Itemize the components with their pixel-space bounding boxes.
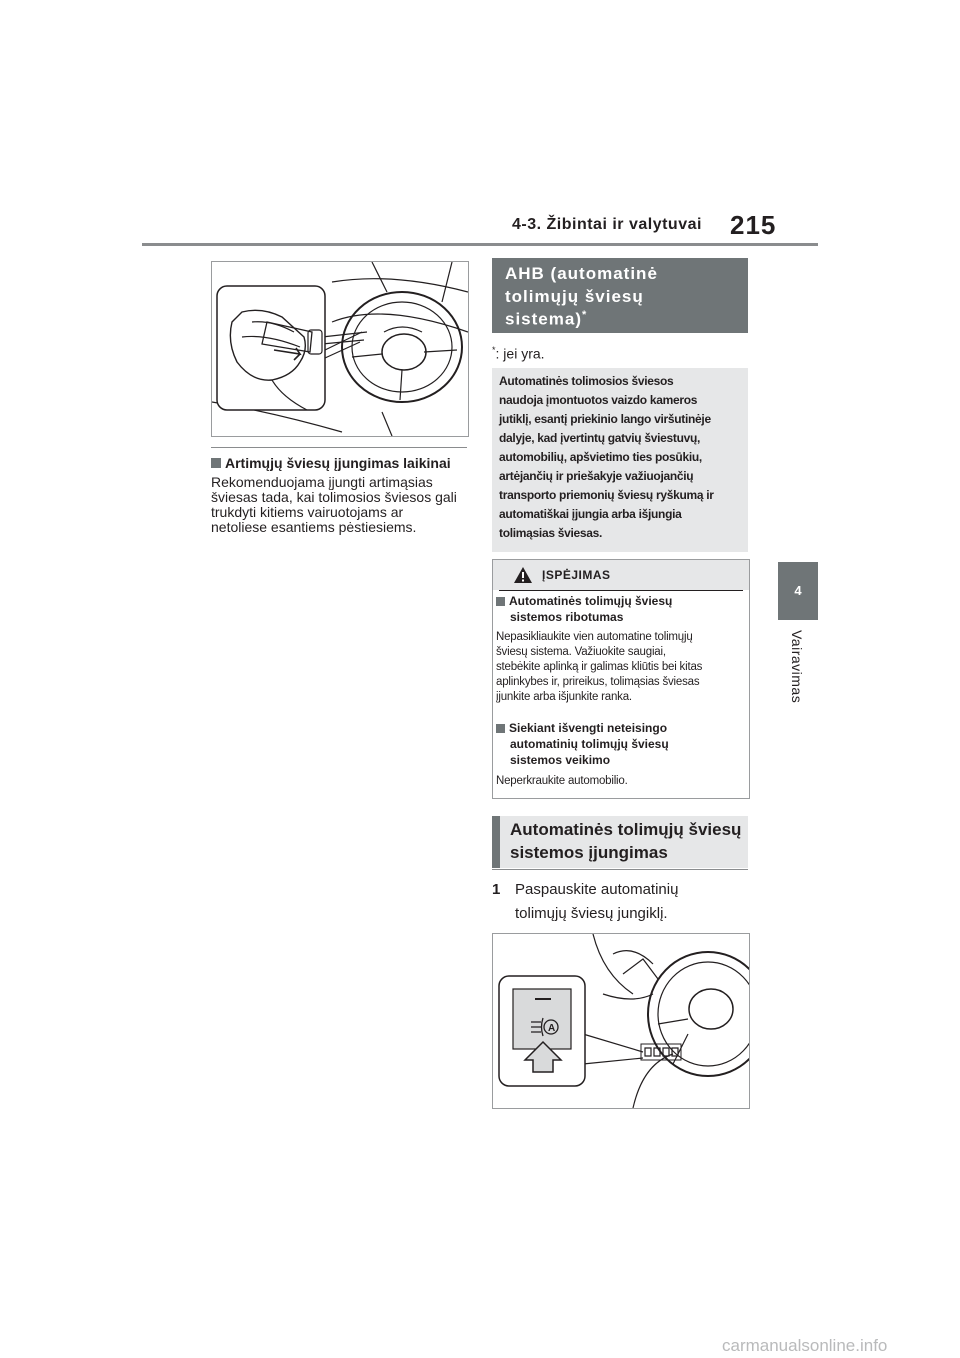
ahb-heading bbox=[492, 258, 748, 333]
info-line: tolimąsias šviesas. bbox=[499, 526, 603, 540]
step-text-line: tolimųjų šviesų jungiklį. bbox=[515, 905, 668, 922]
step-number: 1 bbox=[492, 881, 501, 898]
square-bullet-icon bbox=[211, 458, 221, 468]
chapter-label bbox=[780, 630, 814, 710]
page-number: 215 bbox=[730, 210, 777, 240]
body-line: Rekomenduojama įjungti artimąsias bbox=[211, 474, 433, 490]
body-line: šviesas tada, kai tolimosios šviesos gali bbox=[211, 489, 457, 505]
warning-body-line: įjunkite arba išjunkite ranka. bbox=[496, 691, 632, 703]
warning-item-title bbox=[496, 721, 667, 735]
warning-title-line: sistemos veikimo bbox=[510, 753, 611, 767]
info-line: jutiklį, esantį priekinio lango viršutinėje bbox=[499, 412, 711, 426]
activation-heading-line: sistemos įjungimas bbox=[510, 843, 668, 862]
footnote-marker: * bbox=[581, 309, 588, 321]
activation-heading-divider bbox=[492, 869, 748, 870]
info-line: automatiškai įjungia arba išjungia bbox=[499, 507, 682, 521]
warning-body-line: stebėkite aplinką ir galimas kliūtis bei kitas bbox=[496, 661, 703, 673]
warning-body-line: šviesų sistema. Važiuokite saugiai, bbox=[496, 646, 666, 658]
chapter-label-text: Vairavimas bbox=[789, 630, 805, 704]
warning-body-line: aplinkybes ir, prireikus, tolimąsias šviesas bbox=[496, 676, 700, 688]
info-line: naudoja įmontuotos vaizdo kameros bbox=[499, 393, 698, 407]
warning-label: ĮSPĖJIMAS bbox=[542, 568, 611, 582]
low-beam-subheading-text: Artimųjų šviesų įjungimas laikinai bbox=[225, 455, 451, 471]
subheading-divider bbox=[211, 447, 467, 448]
activation-heading bbox=[492, 816, 748, 868]
warning-body-line: Nepasikliaukite vien automatine tolimųjų bbox=[496, 631, 693, 643]
warning-divider bbox=[499, 590, 743, 591]
info-line: automobilių, apšvietimo ties posūkiu, bbox=[499, 450, 702, 464]
body-line: netoliese esantiems pėstiesiems. bbox=[211, 519, 417, 535]
low-beam-body bbox=[211, 475, 467, 535]
warning-header bbox=[493, 560, 749, 590]
square-bullet-icon bbox=[496, 597, 505, 606]
watermark: carmanualsonline.info bbox=[722, 1336, 888, 1355]
info-line: dalyje, kad įvertintų gatvių šviestuvų, bbox=[499, 431, 701, 445]
ahb-info-box bbox=[492, 368, 748, 552]
ahb-switch-illustration bbox=[492, 933, 750, 1109]
warning-box bbox=[492, 559, 750, 799]
header-divider bbox=[142, 243, 818, 246]
ahb-heading-line-last bbox=[505, 309, 587, 330]
warning-title-line: sistemos ribotumas bbox=[510, 610, 624, 624]
low-beam-subheading bbox=[211, 455, 451, 471]
footnote bbox=[492, 345, 545, 362]
body-line: trukdyti kitiems vairuotojams ar bbox=[211, 504, 404, 520]
info-line: Automatinės tolimosios šviesos bbox=[499, 374, 674, 388]
square-bullet-icon bbox=[496, 724, 505, 733]
lever-illustration bbox=[211, 261, 469, 437]
warning-triangle-icon bbox=[513, 566, 533, 584]
svg-text:A: A bbox=[548, 1023, 556, 1034]
activation-heading-line: Automatinės tolimųjų šviesų bbox=[510, 820, 742, 839]
warning-title-line: automatinių tolimųjų šviesų bbox=[510, 737, 669, 751]
warning-title-line: Automatinės tolimųjų šviesų bbox=[509, 594, 673, 608]
footnote-marker: * bbox=[492, 345, 496, 355]
footnote-text: : jei yra. bbox=[495, 345, 545, 362]
info-line: transporto priemonių šviesų ryškumą ir bbox=[499, 488, 714, 502]
warning-title-line: Siekiant išvengti neteisingo bbox=[509, 721, 668, 735]
info-line: artėjančių ir priešakyje važiuojančių bbox=[499, 469, 694, 483]
ahb-heading-line-text: sistema) bbox=[505, 309, 582, 329]
step-text-line: Paspauskite automatinių bbox=[515, 881, 679, 898]
ahb-heading-line: AHB (automatinė bbox=[505, 264, 658, 283]
warning-body-line: Neperkraukite automobilio. bbox=[496, 775, 628, 787]
ahb-heading-line: tolimųjų šviesų bbox=[505, 287, 644, 306]
section-title: 4-3. Žibintai ir valytuvai bbox=[512, 216, 702, 233]
chapter-tab[interactable]: 4 bbox=[778, 562, 818, 620]
warning-item-title bbox=[496, 594, 672, 608]
